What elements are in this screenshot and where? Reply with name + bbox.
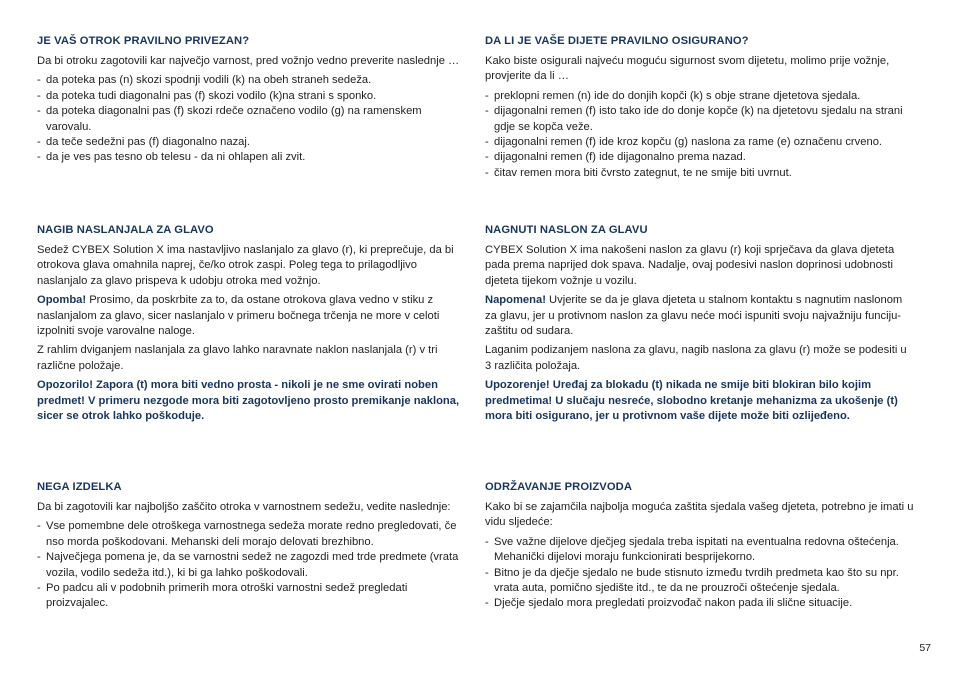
list-item: - preklopni remen (n) ide do donjih kopči (k) s obje strane djetetova sjedala. xyxy=(485,89,920,104)
section-care-hr xyxy=(485,480,917,612)
list-item: - da poteka pas (n) skozi spodnji vodili (k) na obeh straneh sedeža. xyxy=(37,73,467,88)
care-list xyxy=(37,519,467,611)
checklist xyxy=(37,73,467,165)
list-item: - Bitno je da dječje sjedalo ne bude stisnuto između tvrdih predmeta kao što su npr. vrata auta, pomično sjedište itd., te da ne prouzroči oštećenje sjedala. xyxy=(485,566,917,597)
warning-paragraph: Opozorilo! Zapora (t) mora biti vedno prosta - nikoli je ne sme ovirati noben predmet! V primeru nezgode mora biti zagotovljeno prosto premikanje naklona, sicer se otrok lahko poškoduje. xyxy=(37,379,460,423)
section-title: NAGNUTI NASLON ZA GLAVU xyxy=(485,224,648,236)
list-item: - da poteka diagonalni pas (f) skozi rdeče označeno vodilo (g) na ramenskem varovalu. xyxy=(37,104,467,135)
list-item: - Dječje sjedalo mora pregledati proizvođač nakon pada ili slične situacije. xyxy=(485,596,917,611)
note-lead: Opomba! xyxy=(37,294,87,307)
list-item: - dijagonalni remen (f) ide dijagonalno prema nazad. xyxy=(485,150,920,165)
section-headrest-sl xyxy=(37,223,467,428)
page-number: 57 xyxy=(919,642,931,654)
care-list xyxy=(485,535,917,612)
list-item: - Vse pomembne dele otroškega varnostnega sedeža morate redno pregledovati, če nso morda poškodovani. Mehanski deli morajo delovati brezhibno. xyxy=(37,519,467,550)
list-item: - da poteka tudi diagonalni pas (f) skozi vodilo (k)na strani s sponko. xyxy=(37,89,467,104)
section-intro: Da bi otroku zagotovili kar največjo varnost, pred vožnjo vedno preverite naslednje … xyxy=(37,55,460,67)
list-item: - dijagonalni remen (f) isto tako ide do donje kopče (k) na djetetovu sjedalu na strani gdje se kopča veže. xyxy=(485,104,920,135)
note-text: Prosimo, da poskrbite za to, da ostane otrokova glava vedno v stiku z naslanjalom za glavo, sicer naslanjalo v primeru bočnega trčenja ne more v celoti izpolniti svoje varovalne naloge. xyxy=(37,294,440,338)
section-headrest-hr xyxy=(485,223,915,428)
section-intro: Kako biste osigurali najveću moguću sigurnost svom dijetetu, molimo prije vožnje, provjerite da li … xyxy=(485,55,890,83)
section-title: NAGIB NASLANJALA ZA GLAVO xyxy=(37,224,214,236)
checklist xyxy=(485,89,920,181)
section-title: DA LI JE VAŠE DIJETE PRAVILNO OSIGURANO? xyxy=(485,35,749,47)
list-item: - dijagonalni remen (f) ide kroz kopču (g) naslona za rame (e) označenu crveno. xyxy=(485,135,920,150)
paragraph: Laganim podizanjem naslona za glavu, nagib naslona za glavu (r) može se podesiti u 3 različita položaja. xyxy=(485,344,907,372)
list-item: - da je ves pas tesno ob telesu - da ni ohlapen ali zvit. xyxy=(37,150,467,165)
section-intro: Kako bi se zajamčila najbolja moguća zaštita sjedala vašeg djeteta, potrebno je imati u vidu sljedeće: xyxy=(485,501,914,529)
section-intro: Da bi zagotovili kar najboljšo zaščito otroka v varnostnem sedežu, vedite naslednje: xyxy=(37,501,451,513)
list-item: - Sve važne dijelove dječjeg sjedala treba ispitati na eventualna redovna oštećenja. Mehanički dijelovi moraju funkcionirati besprijekorno. xyxy=(485,535,917,566)
note-paragraph xyxy=(485,293,915,339)
section-care-sl xyxy=(37,480,467,612)
section-title: ODRŽAVANJE PROIZVODA xyxy=(485,481,633,493)
section-title: NEGA IZDELKA xyxy=(37,481,122,493)
paragraph: Z rahlim dviganjem naslanjala za glavo lahko naravnate naklon naslanjala (r) v tri različne položaje. xyxy=(37,344,438,372)
note-paragraph xyxy=(37,293,467,339)
section-seat-check-sl xyxy=(37,34,467,166)
list-item: - Največjega pomena je, da se varnostni sedež ne zagozdi med trde predmete (vrata vozila, vodilo sedeža itd.), ki bi ga lahko poškodovali. xyxy=(37,550,467,581)
list-item: - da teče sedežni pas (f) diagonalno nazaj. xyxy=(37,135,467,150)
section-seat-check-hr xyxy=(485,34,920,181)
list-item: - Po padcu ali v podobnih primerih mora otroški varnostni sedež pregledati proizvajalec. xyxy=(37,581,467,612)
warning-paragraph: Upozorenje! Uređaj za blokadu (t) nikada ne smije biti blokiran bilo kojim predmetima! U slučaju nesreće, slobodno kretanje mehanizma za ukošenje (t) mora biti osigurano, jer u protivnom vaše dijete može biti ozlijeđeno. xyxy=(485,379,898,423)
note-lead: Napomena! xyxy=(485,294,546,307)
section-title: JE VAŠ OTROK PRAVILNO PRIVEZAN? xyxy=(37,35,250,47)
note-text: Uvjerite se da je glava djeteta u stalnom kontaktu s nagnutim naslonom za glavu, jer u protivnom naslon za glavu neće moći ispuniti svoju najvažniju funciju-zaštitu od sudara. xyxy=(485,294,903,338)
list-item: - čitav remen mora biti čvrsto zategnut, te ne smije biti uvrnut. xyxy=(485,166,920,181)
paragraph: CYBEX Solution X ima nakošeni naslon za glavu (r) koji sprječava da glava djeteta pada prema naprijed dok spava. Nadalje, ovaj podesivi naslon doprinosi udobnosti djeteta tijekom vožnje u vozilu. xyxy=(485,244,895,287)
paragraph: Sedež CYBEX Solution X ima nastavljivo naslanjalo za glavo (r), ki preprečuje, da bi otrokova glava omahnila naprej, če/ko otrok zaspi. Poleg tega to prilagodljivo naslanjalo za glavo prispeva k udobju otroka med vožnjo. xyxy=(37,244,454,287)
